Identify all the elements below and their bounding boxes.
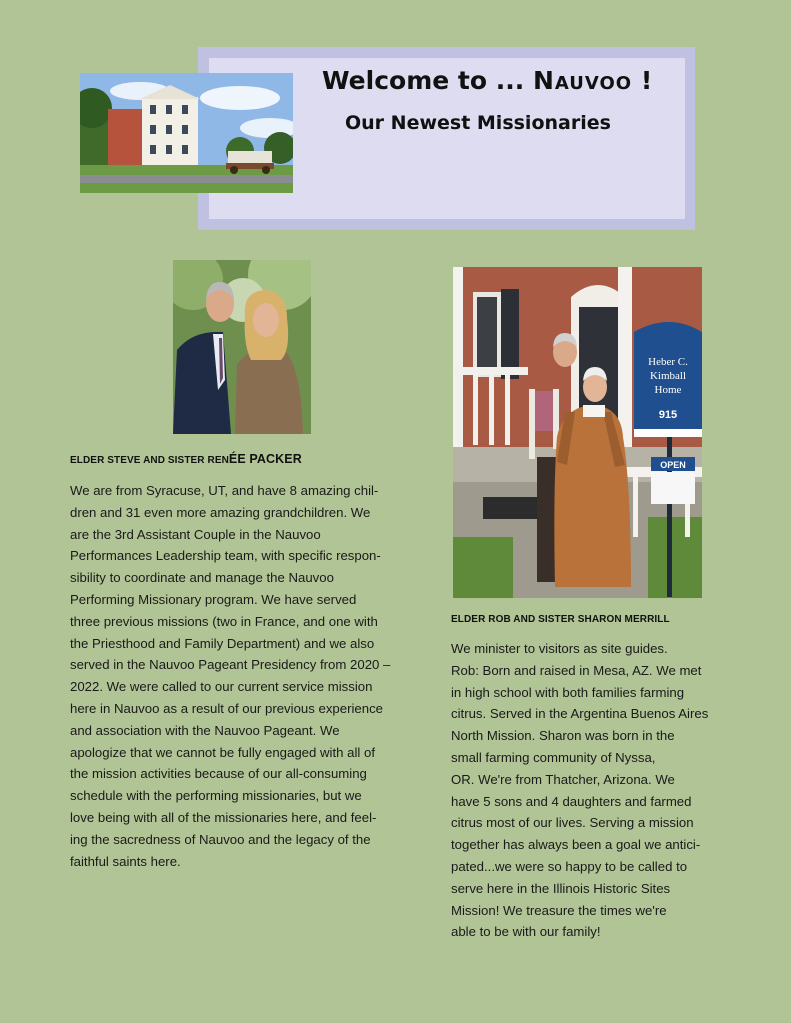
merrill-couple-photo	[453, 267, 702, 598]
couple2-body-line: We minister to visitors as site guides.	[451, 641, 668, 656]
couple1-body-line: and association with the Nauvoo Pageant. We	[70, 722, 340, 738]
title-prefix: Welcome to ...	[322, 66, 525, 95]
sign-name-line-2: Kimball	[649, 370, 687, 382]
page-title	[322, 66, 682, 95]
couple2-body-line: Mission! We treasure the times we're	[451, 902, 667, 918]
couple1-body-line: Performances Leadership team, with specific respon-	[70, 548, 381, 564]
couple2-body-line: OR. We're from Thatcher, Arizona. We	[451, 771, 675, 787]
packer-couple-photo	[173, 260, 311, 434]
title-suffix: !	[640, 66, 653, 95]
sign-open: OPEN	[660, 460, 686, 470]
couple1-heading	[70, 452, 302, 466]
couple2-body-line: citrus most of our lives. Serving a mission	[451, 815, 694, 831]
couple2-body-line: able to be with our family!	[451, 924, 601, 940]
couple1-body-line: dren and 31 even more amazing grandchildren. We	[70, 504, 371, 520]
title-brand: Nauvoo	[532, 66, 633, 95]
couple1-body-line: We are from Syracuse, UT, and have 8 amazing chil-	[70, 483, 379, 498]
sign-number: 915	[658, 409, 678, 421]
sign-name-line-3: Home	[654, 384, 682, 396]
couple2-body-line: serve here in the Illinois Historic Sites	[451, 880, 671, 896]
couple1-body-line: the Priesthood and Family Department) and we also	[70, 635, 375, 651]
couple2-body	[451, 638, 708, 943]
couple1-body-line: 2022. We were called to our current service mission	[70, 679, 373, 695]
page-subtitle: Our Newest Missionaries	[345, 112, 611, 134]
couple2-body-line: citrus. Served in the Argentina Buenos Aires	[451, 706, 709, 722]
sign-name-line-1: Heber C.	[648, 356, 688, 368]
couple1-body-line: faithful saints here.	[70, 853, 181, 869]
couple1-body-line: served in the Nauvoo Pageant Presidency from 2020 –	[70, 657, 391, 673]
couple1-heading-small: ELDER STEVE AND SISTER REN	[70, 455, 229, 466]
couple2-body-line: small farming community of Nyssa,	[451, 749, 656, 765]
couple1-body-line: are the 3rd Assistant Couple in the Nauvoo	[70, 526, 321, 542]
couple1-body-line: apologize that we cannot be fully engaged with all of	[70, 744, 375, 760]
couple1-body-line: sibility to coordinate and manage the Nauvoo	[70, 570, 334, 586]
couple2-body-line: Rob: Born and raised in Mesa, AZ. We met	[451, 662, 702, 678]
couple1-heading-big: ÉE PACKER	[228, 452, 302, 466]
couple1-body	[70, 480, 390, 872]
couple1-body-line: here in Nauvoo as a result of our previous experience	[70, 700, 384, 716]
couple2-body-line: in high school with both families farming	[451, 684, 685, 700]
couple1-body-line: ing the sacredness of Nauvoo and the legacy of the	[70, 831, 371, 847]
couple2-body-line: North Mission. Sharon was born in the	[451, 728, 675, 744]
couple2-body-line: pated...we were so happy to be called to	[451, 858, 688, 874]
couple1-body-line: schedule with the performing missionaries, but we	[70, 788, 362, 804]
couple1-body-line: the mission activities because of our all-consuming	[70, 766, 367, 782]
couple2-body-line: have 5 sons and 4 daughters and farmed	[451, 793, 692, 809]
couple2-heading: ELDER ROB AND SISTER SHARON MERRILL	[451, 614, 670, 625]
couple1-body-line: Performing Missionary program. We have served	[70, 591, 357, 607]
couple2-body-line: together has always been a goal we antici-	[451, 837, 701, 853]
couple1-body-line: love being with all of the missionaries here, and feel-	[70, 809, 377, 825]
nauvoo-building-photo	[80, 73, 293, 193]
couple1-body-line: three previous missions (two in France, and one with	[70, 613, 378, 629]
